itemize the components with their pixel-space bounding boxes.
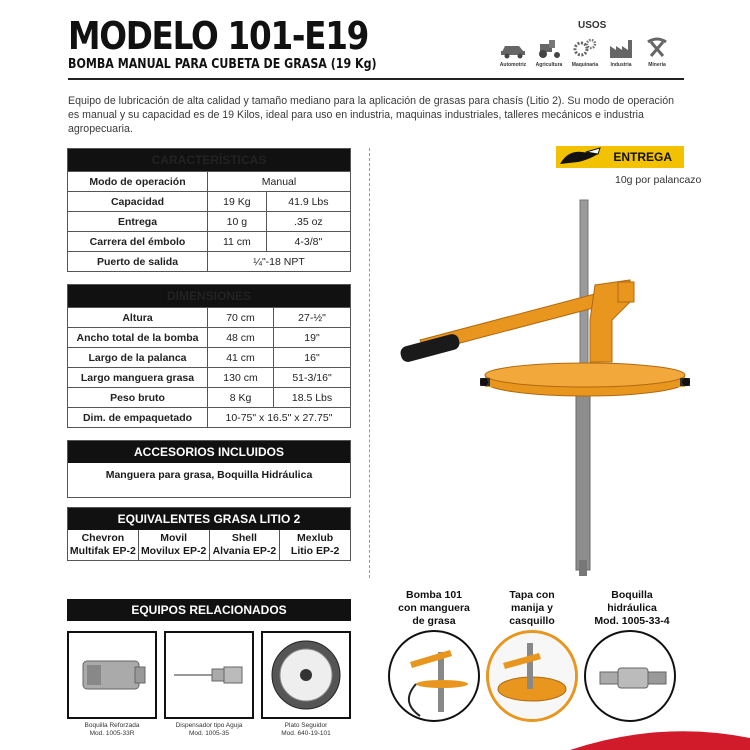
row-value: 41 cm [208, 348, 274, 368]
tractor-icon [535, 36, 563, 60]
accesorios-text: Manguera para grasa, Boquilla Hidráulica [105, 469, 313, 481]
equiv-cell [68, 530, 139, 560]
related-model: Mod. 1005-35 [188, 730, 230, 737]
related-model: Mod. 640-19-101 [281, 730, 331, 737]
equivalentes-row [68, 530, 350, 560]
row-value: 8 Kg [208, 388, 274, 408]
row-value: 19 Kg [208, 192, 267, 212]
row-value-imperial: 51-3/16" [274, 368, 351, 388]
row-value: Manual [208, 172, 351, 192]
row-label: Capacidad [68, 192, 208, 212]
usos-icons [498, 36, 672, 68]
uso-label: Minería [648, 62, 666, 68]
caracteristicas-table [67, 148, 351, 272]
uso-label: Agricultura [535, 62, 563, 68]
page-subtitle: BOMBA MANUAL PARA CUBETA DE GRASA (19 Kg) [68, 56, 377, 72]
equiv-brand: Mexlub [297, 532, 334, 544]
table-row [68, 172, 351, 192]
header-divider [68, 78, 684, 80]
table-row [68, 192, 351, 212]
uso-label: Maquinaria [571, 62, 599, 68]
equiv-cell [210, 530, 281, 560]
part-title-bomba: Bomba 101 con manguera de grasa [398, 589, 470, 627]
dimensiones-title: DIMENSIONES [68, 285, 351, 308]
related-caption [159, 722, 259, 738]
row-value-imperial: 19" [274, 328, 351, 348]
row-value: ¼"-18 NPT [208, 252, 351, 272]
row-value: 10-75" x 16.5" x 27.75" [208, 408, 351, 428]
equiv-brand: Shell [231, 532, 257, 544]
part-circle-bomba[interactable] [388, 630, 480, 722]
relacionados-title: EQUIPOS RELACIONADOS [67, 599, 351, 621]
row-label: Puerto de salida [68, 252, 208, 272]
uso-mineria [642, 36, 672, 68]
table-row [68, 252, 351, 272]
equiv-brand: Movil [160, 532, 188, 544]
gears-icon [571, 36, 599, 60]
equiv-product: Litio EP-2 [290, 545, 340, 557]
accesorios-title: ACCESORIOS INCLUIDOS [68, 441, 350, 463]
caracteristicas-title: CARACTERÍSTICAS [68, 149, 351, 172]
related-card-plato[interactable] [261, 631, 351, 719]
equiv-cell [280, 530, 350, 560]
table-row [68, 348, 351, 368]
column-divider [369, 148, 370, 578]
uso-automotriz [498, 36, 528, 68]
page-title: MODELO 101-E19 [68, 14, 369, 58]
row-label: Largo de la palanca [68, 348, 208, 368]
needle-dispenser-icon [166, 633, 252, 717]
row-label: Altura [68, 308, 208, 328]
uso-agricultura [534, 36, 564, 68]
car-icon [499, 36, 527, 60]
equiv-product: Movilux EP-2 [140, 545, 207, 557]
table-row [68, 212, 351, 232]
row-value-imperial: .35 oz [266, 212, 350, 232]
row-label: Carrera del émbolo [68, 232, 208, 252]
entrega-badge [556, 146, 684, 168]
row-label: Dim. de empaquetado [68, 408, 208, 428]
table-row [68, 368, 351, 388]
grease-drop-icon [558, 146, 604, 168]
equivalentes-box [67, 507, 351, 561]
row-value: 11 cm [208, 232, 267, 252]
related-name: Plato Seguidor [284, 722, 328, 729]
row-value-imperial: 18.5 Lbs [274, 388, 351, 408]
row-value-imperial: 4-3/8" [266, 232, 350, 252]
product-description: Equipo de lubricación de alta calidad y tamaño mediano para la aplicación de grasas para chasís (Litio 2). Su modo de operación es manual y su capacidad es de 19 Kilos, ideal para uso en industria, maquinas industriales, talleres mecánicos e industria agropecuaria. [68, 95, 674, 135]
uso-maquinaria [570, 36, 600, 68]
table-row [68, 388, 351, 408]
entrega-subtext: 10g por palancazo [615, 174, 702, 186]
row-label: Entrega [68, 212, 208, 232]
table-row [68, 232, 351, 252]
row-label: Peso bruto [68, 388, 208, 408]
row-label: Largo manguera grasa [68, 368, 208, 388]
uso-label: Industria [610, 62, 632, 68]
uso-label: Automotriz [499, 62, 527, 68]
pump-hose-icon [390, 632, 480, 722]
table-row [68, 328, 351, 348]
follower-plate-icon [263, 633, 349, 717]
row-value: 70 cm [208, 308, 274, 328]
table-row [68, 308, 351, 328]
accesorios-box [67, 440, 351, 498]
related-name: Dispensador tipo Aguja [175, 722, 243, 729]
row-value: 130 cm [208, 368, 274, 388]
related-card-boquilla[interactable] [67, 631, 157, 719]
row-value-imperial: 27-½" [274, 308, 351, 328]
grease-pump-illustration [380, 190, 710, 585]
equivalentes-title: EQUIVALENTES GRASA LITIO 2 [68, 508, 350, 530]
equiv-cell [139, 530, 210, 560]
row-value-imperial: 16" [274, 348, 351, 368]
row-value: 10 g [208, 212, 267, 232]
grease-coupler-icon [69, 633, 155, 717]
related-caption [62, 722, 162, 738]
equiv-product: Multifak EP-2 [69, 545, 136, 557]
part-title-boquilla: Boquilla hidráulica Mod. 1005-33-4 [594, 589, 670, 627]
dimensiones-table [67, 284, 351, 428]
table-row [68, 408, 351, 428]
related-model: Mod. 1005-33R [89, 730, 135, 737]
row-value-imperial: 41.9 Lbs [266, 192, 350, 212]
usos-label: USOS [578, 20, 607, 31]
equiv-product: Alvania EP-2 [212, 545, 277, 557]
factory-icon [607, 36, 635, 60]
related-caption [256, 722, 356, 738]
row-label: Ancho total de la bomba [68, 328, 208, 348]
uso-industria [606, 36, 636, 68]
part-title-tapa: Tapa con manija y casquillo [509, 589, 555, 627]
decorative-swoosh [560, 690, 750, 750]
related-name: Boquilla Reforzada [84, 722, 140, 729]
mining-icon [643, 36, 671, 60]
entrega-label: ENTREGA [613, 150, 672, 164]
related-card-dispensador[interactable] [164, 631, 254, 719]
entrega-band [556, 146, 684, 168]
equiv-brand: Chevron [81, 532, 125, 544]
row-label: Modo de operación [68, 172, 208, 192]
row-value: 48 cm [208, 328, 274, 348]
